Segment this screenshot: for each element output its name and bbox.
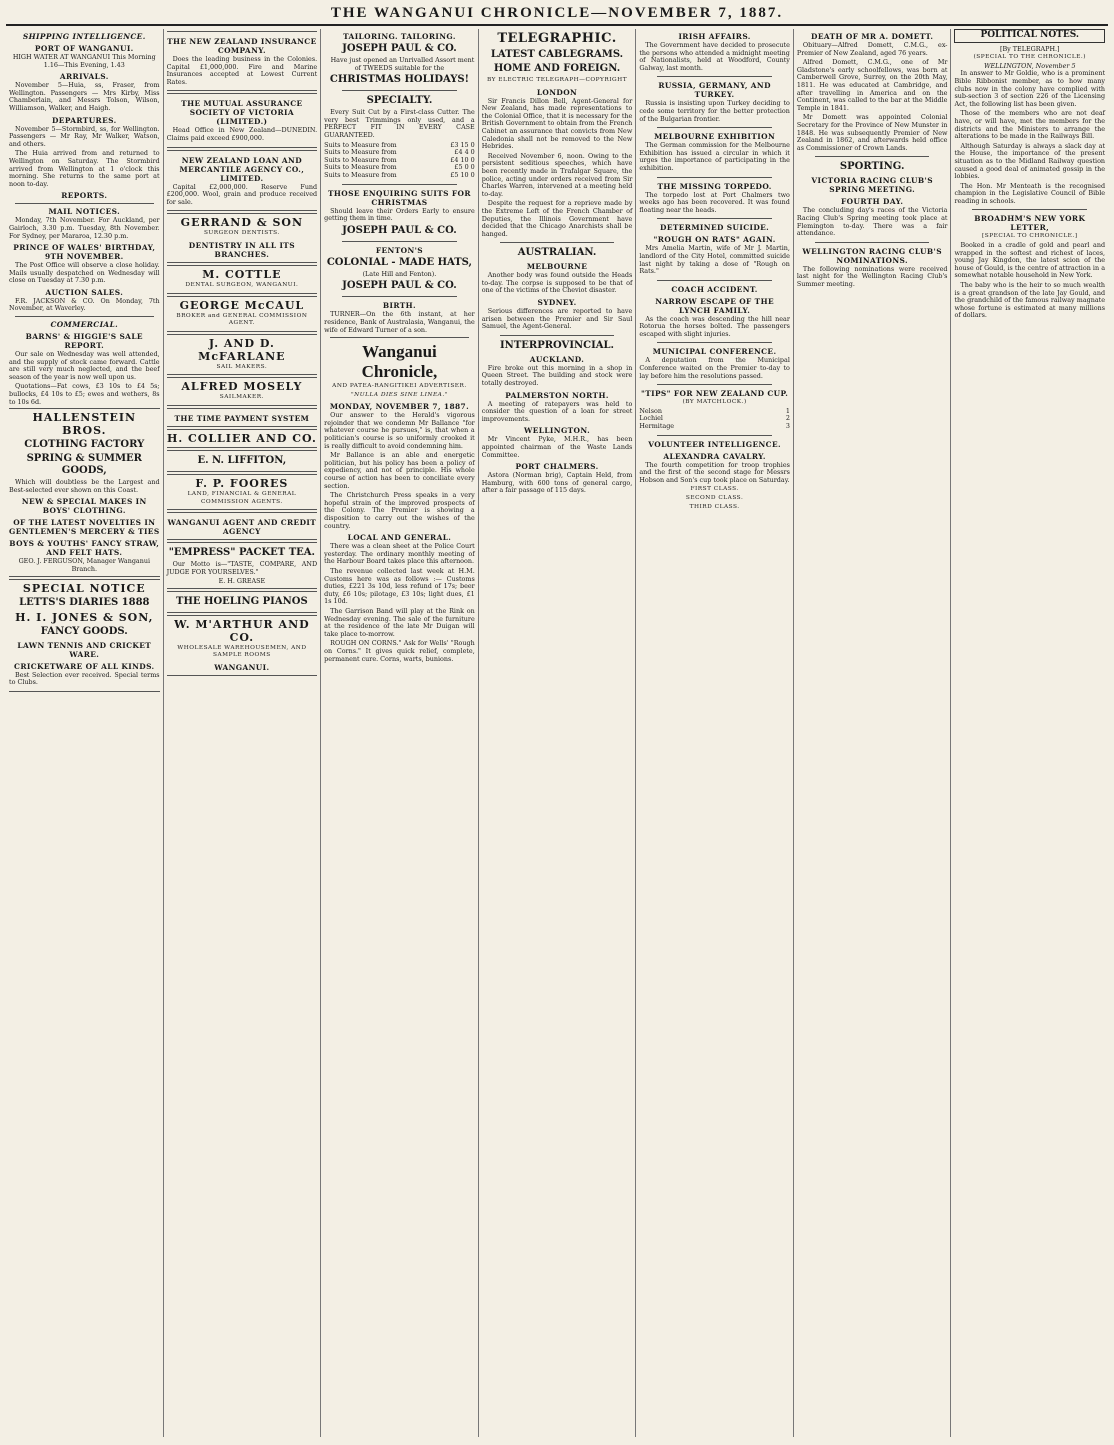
tennis-ware: LAWN TENNIS AND CRICKET WARE.: [17, 640, 152, 659]
column-3: [321, 29, 479, 1437]
birth-heading: BIRTH.: [382, 301, 417, 311]
torpedo-heading: THE MISSING TORPEDO.: [657, 181, 772, 191]
empress-text: Our Motto is—"TASTE, COMPARE, AND JUDGE FOR YOURSELVES.": [166, 560, 318, 576]
christmas-holidays: CHRISTMAS HOLIDAYS!: [329, 74, 470, 86]
mosely-name: ALFRED MOSELY: [181, 380, 303, 394]
london-3: Despite the request for a reprieve made by the Extreme Left of the French Chamber of Deputies, the Illinois Government have decided that the Chicago Anarchists shall be hanged.: [481, 199, 633, 238]
political-1: In answer to Mr Goldie, who is a prominent Bible Ribbonist member, as to how many clubs now in the colony have complied with sub-section 3 of section 226 of the Licensing Act, the following list has been given.: [954, 69, 1106, 108]
death-heading: DEATH OF MR A. DOMETT.: [811, 32, 934, 41]
municipal-text: A deputation from the Municipal Conference waited on the Premier to-day to lay before him the resolutions passed.: [639, 356, 790, 380]
local-2: The revenue collected last week at H.M. Customs here was as follows :— Customs duties, £221 3s 10d, less refund of 17s; beer duty, £6 10s; pilotage, £3 10s; light dues, £1 1s 10d.: [324, 566, 475, 606]
sydney-heading: SYDNEY.: [537, 298, 577, 308]
tips-sub: (BY MATCHLOCK.): [682, 399, 747, 406]
auckland-1: Fire broke out this morning in a shop in Queen Street. The building and stock were totally destroyed.: [481, 363, 633, 388]
hallenstein-name: HALLENSTEIN BROS.: [32, 411, 137, 438]
suicide-heading: DETERMINED SUICIDE.: [660, 223, 770, 233]
cottle-sub: DENTAL SURGEON, WANGANUI.: [185, 281, 299, 288]
page-masthead: THE WANGANUI CHRONICLE—NOVEMBER 7, 1887.: [6, 4, 1108, 26]
first-class: FIRST CLASS.: [690, 486, 739, 493]
foores-sub: LAND, FINANCIAL & GENERAL COMMISSION AGENTS.: [187, 490, 297, 505]
sydney-1: Serious differences are reported to have arisen between the Premier and Sir Saul Samuel, the Agent-General.: [481, 307, 633, 331]
tailoring-heading: TAILORING. TAILORING.: [343, 32, 456, 41]
wellington-heading: WELLINGTON.: [524, 426, 591, 436]
hallenstein-ad: [9, 408, 160, 576]
coach-heading: COACH ACCIDENT.: [671, 284, 758, 294]
wellington-date: WELLINGTON, November 5: [983, 61, 1076, 70]
volunteer-heading: VOLUNTEER INTELLIGENCE.: [648, 439, 781, 449]
by-telegraph-7: [By TELEGRAPH.]: [999, 44, 1060, 53]
mcarthur-ad: [167, 615, 318, 676]
issue-date: MONDAY, NOVEMBER 7, 1887.: [329, 402, 470, 412]
australian-heading: AUSTRALIAN.: [517, 247, 597, 259]
lifeton-name: E. N. LIFFITON,: [197, 454, 287, 466]
broadhm-1: Booked in a cradle of gold and pearl and wrapped in the softest and richest of laces, young Jay Kingdon, the latest scion of the house of Gould, is the centre of attraction in a somewhat notable household in New York.: [954, 241, 1106, 280]
irish-heading: IRISH AFFAIRS.: [678, 32, 751, 41]
palmerston-heading: PALMERSTON NORTH.: [505, 390, 609, 400]
special-7: (SPECIAL TO THE CHRONICLE.): [973, 54, 1087, 61]
colonial-hats: COLONIAL - MADE HATS,: [326, 256, 473, 268]
irish-text: The Government have decided to prosecute the persons who attended a midnight meeting of Nationalists, held at Woodford, County Galway, last month.: [639, 41, 790, 72]
fancy-goods: FANCY GOODS.: [40, 625, 128, 637]
torpedo-text: The torpedo lost at Port Chalmers two weeks ago has been recovered. It was found floating near the heads.: [639, 190, 790, 214]
auction-heading: AUCTION SALES.: [45, 287, 124, 297]
cottle-name: M. COTTLE: [202, 267, 282, 281]
foores-ad: [167, 474, 318, 510]
corns-ad: ROUGH ON CORNS." Ask for Wells' "Rough on Corns." It gives quick relief, complete, permanent cure. Corns, warts, bunions.: [324, 639, 475, 663]
exhibition-heading: MELBOURNE EXHIBITION: [654, 132, 776, 142]
collier-name: H. COLLIER AND CO.: [166, 431, 317, 445]
spring-goods: SPRING & SUMMER GOODS,: [26, 453, 142, 477]
tip-row-2: Lochiel 2: [639, 414, 790, 423]
column-6: [794, 29, 952, 1437]
melbourne-1: Another body was found outside the Heads to-day. The corpse is supposed to be that of one of the victims of the Cheviot disaster.: [481, 271, 633, 295]
port-heading: PORT OF WANGANUI.: [34, 44, 134, 53]
suicide-text: Mrs Amelia Martin, wife of Mr J. Martin, landlord of the City Hotel, committed suicide last night by taking a dose of "Rough on Rats.": [639, 244, 790, 276]
shipping-news: The Huia arrived from and returned to Wellington on Saturday. The Stormbird arrived from Wellington at 1 o'clock this morning. She returns to the same port at noon to-day.: [9, 149, 160, 188]
spring-text: Which will doubtless be the Largest and Best-selected ever shown on this Coast.: [9, 478, 160, 494]
broadhm-2: The baby who is the heir to so much wealth is a great grandson of the late Jay Gould, and the grandchild of the famous railway magnate whose fortune is estimated at many millions of dollars.: [954, 281, 1106, 320]
reports-heading: REPORTS.: [61, 191, 108, 201]
political-heading: POLITICAL NOTES.: [954, 29, 1105, 43]
boys-hats: BOYS & YOUTHS' FANCY STRAW, AND FELT HATS.: [9, 539, 160, 558]
shipping-heading: SHIPPING INTELLIGENCE.: [22, 32, 146, 41]
mccaul-name: GEORGE McCAUL: [179, 298, 305, 312]
london-1: Sir Francis Dillon Bell, Agent-General for New Zealand, has made representations to the Colonial Office, that it is necessary for the British Government to obtain from the French Cabinet an assurance that convicts from New Caledonia shall not be removed to the New Hebrides.: [481, 96, 633, 151]
exhibition-text: The German commission for the Melbourne Exhibition has issued a circular in which it urges the importance of participating in the exhibition.: [639, 141, 790, 172]
paul-name-3: JOSEPH PAUL & CO.: [342, 280, 457, 292]
suit-row-5: Suits to Measure from £5 10 0: [324, 170, 475, 179]
enquiring-text: Should leave their Orders Early to ensure getting them in time.: [324, 206, 475, 223]
specialty-heading: SPECIALTY.: [366, 95, 433, 107]
broadhm-sub: [SPECIAL TO CHRONICLE.]: [981, 233, 1078, 240]
third-class: THIRD CLASS.: [689, 503, 740, 510]
foores-name: F. P. FOORES: [195, 476, 289, 490]
barns-heading: BARNS' & HIGGIE'S SALE REPORT.: [25, 332, 143, 351]
gerrand-name: GERRAND & SON: [180, 216, 304, 230]
fourth-day: FOURTH DAY.: [841, 197, 904, 207]
broadhm-heading: BROADHM'S NEW YORK LETTER,: [974, 214, 1086, 233]
pianos-ad: [167, 591, 318, 613]
tips-heading: "TIPS" FOR NEW ZEALAND CUP.: [640, 389, 789, 399]
gerrand-ad: [167, 213, 318, 263]
mail-text: Monday, 7th November. For Auckland, per Gairloch, 3.30 p.m. Tuesday, 8th November. For Sydney, per Mararoa, 12.30 p.m.: [9, 216, 160, 240]
mcfarlane-ad: [167, 334, 318, 376]
suit-row-1: Suits to Measure from £3 15 0: [324, 140, 475, 149]
mosely-ad: [167, 377, 318, 406]
cricket-ware: CRICKETWARE OF ALL KINDS.: [14, 661, 155, 671]
dentistry: DENTISTRY IN ALL ITS BRANCHES.: [188, 240, 295, 259]
prince-heading: PRINCE OF WALES' BIRTHDAY, 9TH NOVEMBER.: [13, 243, 156, 262]
mcfarlane-name: J. AND D. McFARLANE: [198, 336, 286, 363]
suit-row-4: Suits to Measure from £5 0 0: [324, 163, 475, 172]
jones-ad: [9, 579, 160, 692]
gerrand-sub: SURGEON DENTISTS.: [203, 230, 280, 237]
tip-row-1: Nelson 1: [639, 406, 790, 415]
sporting-heading: SPORTING.: [839, 161, 905, 173]
manager-line: GEO. J. FERGUSON, Manager Wanganui Branch.: [18, 557, 151, 573]
birth-text: TURNER—On the 6th instant, at her residence, Bank of Australasia, Wanganui, the wife of Edward Turner of a son.: [324, 310, 475, 334]
nz-insurance-text: Does the leading business in the Colonies. Capital £1,000,000. Fire and Marine Insurances accepted at Lowest Current Rates.: [166, 55, 318, 86]
paul-name-2: JOSEPH PAUL & CO.: [342, 224, 457, 236]
loan-ad: [167, 150, 318, 212]
local-heading: LOCAL AND GENERAL.: [347, 533, 452, 543]
column-2: [164, 29, 322, 1437]
fenton-heading: FENTON'S: [375, 245, 424, 255]
port-chalmers-1: Astora (Norman brig), Captain Held, from Hamburg, with 600 tons of general cargo, after a fair passage of 115 days.: [481, 471, 633, 495]
mccaul-ad: [167, 296, 318, 332]
lifeton-ad: [167, 450, 318, 472]
novelties: OF THE LATEST NOVELTIES IN GENTLEMEN'S MERCERY & TIES: [9, 518, 160, 537]
london-2: Received November 6, noon. Owing to the persistent seditious speeches, which have been recently made in Trafalgar Square, the police, acting under orders received from Sir Charles Warren, intervened at a meeting held to-day.: [481, 151, 633, 198]
cavalry-heading: ALEXANDRA CAVALRY.: [663, 451, 766, 461]
fenton-sub: (Late Hill and Fenton).: [362, 269, 437, 278]
column-4: [479, 29, 637, 1437]
interprovincial-heading: INTERPROVINCIAL.: [500, 339, 615, 351]
loan-name: NEW ZEALAND LOAN AND MERCANTILE AGENCY CO., LIMITED.: [179, 155, 305, 183]
london-heading: LONDON: [536, 87, 578, 97]
wrc-heading: WELLINGTON RACING CLUB'S NOMINATIONS.: [802, 246, 942, 265]
column-1: [6, 29, 164, 1437]
loan-text: Capital £2,000,000. Reserve Fund £200,000. Wool, grain and produce received for sale.: [166, 182, 318, 206]
vrc-text: The concluding day's races of the Victoria Racing Club's Spring meeting took place at Flemington to-day. There was a fair attendance.: [796, 206, 948, 238]
by-telegraph: BY ELECTRIC TELEGRAPH—COPYRIGHT: [486, 77, 628, 83]
grease-name: E. H. GREASE: [218, 577, 266, 586]
melbourne-heading: MELBOURNE: [526, 262, 588, 272]
jones-name: H. I. JONES & SON,: [15, 610, 154, 624]
cottle-ad: [167, 265, 318, 294]
death-text-2: Alfred Domett, C.M.G., one of Mr Gladstone's early schoolfellows, was born at Camberwell Grove, Surrey, on the 20th May, 1811. He was educated at Cambridge, and after travelling in America and on the Continent, was called to the bar at the Middle Temple in 1841.: [796, 58, 948, 112]
rgt-text: Russia is insisting upon Turkey deciding to cede some territory for the better protection of the Bulgarian frontier.: [639, 99, 790, 123]
new-makes: NEW & SPECIAL MAKES IN BOYS' CLOTHING.: [21, 497, 147, 516]
tide-text: HIGH WATER AT WANGANUI This Morning 1.16—This Evening, 1.43: [12, 53, 156, 69]
arrivals-text: November 5—Huia, ss, Fraser, from Wellington. Passengers — Mrs Kirby, Miss Chamberlain, and Messrs Tolson, Wilson, Williamson, Walker, and Haigh.: [9, 81, 160, 112]
tweeds-text: Have just opened an Unrivalled Assort ment of TWEEDS suitable for the: [330, 56, 475, 72]
wanganui-agency-name: WANGANUI AGENT AND CREDIT AGENCY: [167, 518, 317, 537]
rgt-heading: RUSSIA, GERMANY, AND TURKEY.: [658, 81, 771, 100]
auction-text: F.R. JACKSON & CO. On Monday, 7th November, at Waverley.: [9, 296, 160, 313]
specialty-text: Every Suit Cut by a First-class Cutter. The very best Trimmings only used, and a PERFECT FIT IN EVERY CASE GUARANTEED.: [324, 108, 475, 139]
auckland-heading: AUCKLAND.: [529, 354, 585, 364]
municipal-heading: MUNICIPAL CONFERENCE.: [652, 347, 777, 357]
cavalry-text: The fourth competition for troop trophies and the first of the second stage for Messrs Hobson and Son's cup took place on Saturday.: [639, 460, 790, 484]
leader-2: Mr Ballance is an able and energetic politician, but his policy has been a policy of expediency, and not of principle. His whole course of action has been to conciliate every section.: [324, 451, 475, 490]
mosely-sub: SAILMAKER.: [219, 394, 264, 401]
empress-ad: [167, 542, 318, 589]
leader-1: Our answer to the Herald's vigorous rejoinder that we condemn Mr Ballance "for whatever course he pursues," is, that when a politician's course is so uniformly crooked it is really difficult to avoid condemning him.: [324, 411, 475, 450]
narrow-heading: NARROW ESCAPE OF THE LYNCH FAMILY.: [655, 296, 774, 315]
suit-row-2: Suits to Measure from £4 4 0: [324, 148, 475, 157]
collier-ad: [167, 429, 318, 448]
mccaul-sub: BROKER and GENERAL COMMISSION AGENT.: [176, 312, 308, 327]
masthead-sub: AND PATEA-RANGITIKEI ADVERTISER.: [332, 383, 467, 390]
mcarthur-town: WANGANUI.: [214, 663, 270, 673]
wrc-text: The following nominations were received last night for the Wellington Racing Club's Summer meeting.: [796, 264, 948, 288]
barns-text: Our sale on Wednesday was well attended, and the supply of stock came forward. Cattle are still very much neglected, and the beef season of the year is now well upon us.: [9, 350, 160, 381]
nz-insurance-name: THE NEW ZEALAND INSURANCE COMPANY.: [167, 37, 317, 55]
telegraphic-heading: TELEGRAPHIC.: [497, 31, 617, 46]
departures-heading: DEPARTURES.: [52, 115, 117, 125]
clubs-text: Best Selection ever received. Special terms to Clubs.: [9, 670, 160, 687]
death-text-3: Mr Domett was appointed Colonial Secretary for the Province of New Munster in 1848. He was subsequently Premier of New Zealand in 1862, and afterwards held office as Commissioner of Crown Lands.: [796, 113, 948, 152]
chronicle-masthead: Wanganui Chronicle,: [361, 342, 438, 382]
leader-3: The Christchurch Press speaks in a very hopeful strain of the improved prospects of the Colony. The Premier is showing a disposition to carry out the wishes of the country.: [324, 491, 475, 530]
masthead-motto: "NULLA DIES SINE LINEA.": [351, 391, 448, 398]
enquiring-heading: THOSE ENQUIRING SUITS FOR CHRISTMAS: [327, 188, 471, 207]
mutual-text: Head Office in New Zealand—DUNEDIN. Claims paid exceed £900,000.: [166, 126, 318, 142]
quotations-text: Quotations—Fat cows, £3 10s to £4 5s; bullocks, £4 10s to £5; ewes and wethers, 8s to 10s 6d.: [9, 382, 160, 406]
columns: [6, 29, 1108, 1437]
time-payment-name: THE TIME PAYMENT SYSTEM: [174, 413, 310, 423]
pianos-name: THE HOELING PIANOS: [176, 595, 308, 607]
mcarthur-name: W. M'ARTHUR AND CO.: [174, 617, 310, 644]
departures-text: November 5—Stormbird, ss, for Wellington. Passengers — Mr Ray, Mr Walker, Watson, and others.: [9, 124, 160, 148]
commercial-heading: COMMERCIAL.: [50, 320, 119, 330]
arrivals-heading: ARRIVALS.: [59, 72, 109, 82]
prince-text: The Post Office will observe a close holiday. Mails usually despatched on Wednesday will close on Tuesday at 7.30 p.m.: [9, 261, 160, 285]
local-3: The Garrison Band will play at the Rink on Wednesday evening. The sale of the furniture at the residence of the late Mr Duigan will take place to-morrow.: [324, 606, 475, 638]
mcfarlane-sub: SAIL MAKERS.: [216, 363, 268, 370]
coach-text: As the coach was descending the hill near Rotorua the horses bolted. The passengers escaped with slight injuries.: [639, 314, 790, 338]
second-class: SECOND CLASS.: [685, 495, 744, 501]
mail-heading: MAIL NOTICES.: [48, 207, 121, 217]
port-chalmers-heading: PORT CHALMERS.: [515, 462, 599, 472]
column-5: [636, 29, 794, 1437]
wellington-1: Mr Vincent Pyke, M.H.R., has been appointed chairman of the Waste Lands Committee.: [481, 435, 633, 459]
tip-row-3: Hermitage 3: [639, 422, 790, 431]
paul-name: JOSEPH PAUL & CO.: [342, 43, 457, 54]
home-foreign: HOME AND FOREIGN.: [493, 63, 621, 74]
suit-row-3: Suits to Measure from £4 10 0: [324, 155, 475, 164]
special-notice: SPECIAL NOTICE: [22, 581, 146, 595]
column-7: [951, 29, 1108, 1437]
palmerston-1: A meeting of ratepayers was held to consider the question of a loan for street improvements.: [481, 399, 633, 423]
political-3: Although Saturday is always a slack day at the House, the importance of the present situation as to the Midland Railway question caused a good deal of animated gossip in the lobbies.: [954, 141, 1106, 181]
vrc-heading: VICTORIA RACING CLUB'S SPRING MEETING.: [811, 176, 933, 195]
time-payment-ad: [167, 408, 318, 427]
death-text-1: Obituary—Alfred Domett, C.M.G., ex-Premier of New Zealand, aged 76 years.: [796, 41, 948, 57]
local-1: There was a clean sheet at the Police Court yesterday. The ordinary monthly meeting of the Harbour Board takes place this afternoon.: [324, 542, 475, 566]
mutual-ad: [167, 93, 318, 147]
letts-diaries: LETTS'S DIARIES 1888: [19, 596, 150, 608]
political-4: The Hon. Mr Menteath is the recognised champion in the Legislative Council of Bible reading in schools.: [954, 181, 1106, 205]
rough-heading: "ROUGH ON RATS" AGAIN.: [653, 235, 776, 245]
political-2: Those of the members who are not deaf have, or will have, met the members for the districts and the Ministers to arrange the alterations to be made in the Railways Bill.: [954, 109, 1106, 141]
latest-cablegrams: LATEST CABLEGRAMS.: [490, 49, 624, 60]
mutual-name: THE MUTUAL ASSURANCE SOCIETY OF VICTORIA (LIMITED.): [181, 99, 303, 127]
empress-name: "EMPRESS" PACKET TEA.: [168, 547, 316, 559]
wanganui-agency-ad: [167, 512, 318, 540]
mcarthur-sub: WHOLESALE WAREHOUSEMEN, AND SAMPLE ROOMS: [177, 644, 307, 659]
clothing-factory: CLOTHING FACTORY: [24, 439, 145, 451]
nz-insurance-ad: [167, 31, 318, 91]
